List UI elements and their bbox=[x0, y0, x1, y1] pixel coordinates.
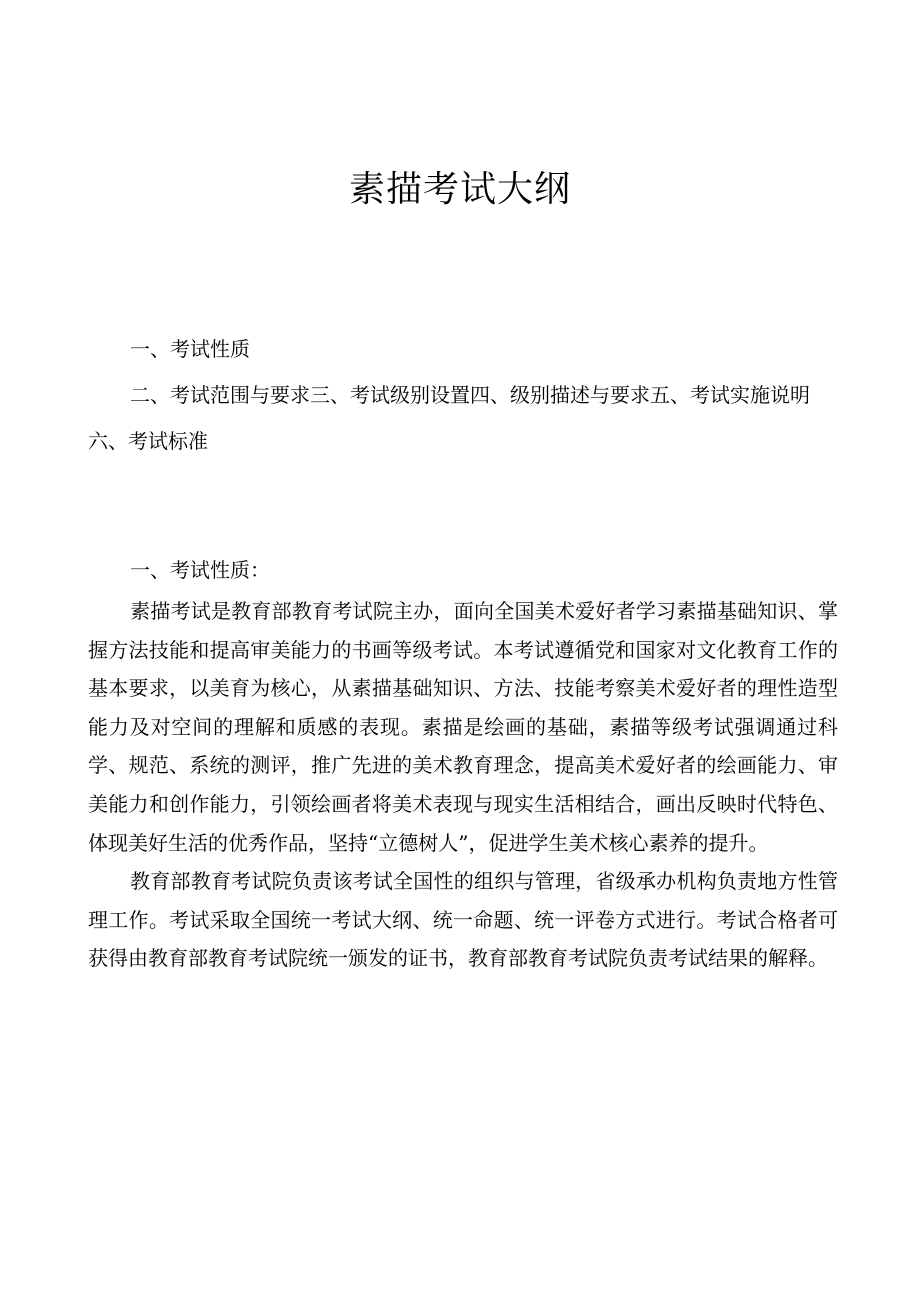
page-title: 素描考试大纲 bbox=[348, 169, 571, 210]
section-exam-nature bbox=[88, 550, 838, 978]
table-of-contents bbox=[88, 326, 838, 464]
toc-line-2: 二、考试范围与要求三、考试级别设置四、级别描述与要求五、考试实施说明六、考试标准 bbox=[88, 383, 810, 453]
section-heading: 一、考试性质： bbox=[130, 558, 270, 582]
paragraph-1: 素描考试是教育部教育考试院主办，面向全国美术爱好者学习素描基础知识、掌握方法技能和提高审美能力的书画等级考试。本考试遵循党和国家对文化教育工作的基本要求，以美育为核心，从素描基础知识、方法、技能考察美术爱好者的理性造型能力及对空间的理解和质感的表现。素描是绘画的基础，素描等级考试强调通过科学、规范、系统的测评，推广先进的美术教育理念，提高美术爱好者的绘画能力、审美能力和创作能力，引领绘画者将美术表现与现实生活相结合，画出反映时代特色、体现美好生活的优秀作品，坚持“立德树人”，促进学生美术核心素养的提升。 bbox=[88, 599, 838, 855]
paragraph-2: 教育部教育考试院负责该考试全国性的组织与管理，省级承办机构负责地方性管理工作。考试采取全国统一考试大纲、统一命题、统一评卷方式进行。考试合格者可获得由教育部教育考试院统一颁发的证书，教育部教育考试院负责考试结果的解释。 bbox=[88, 869, 838, 971]
toc-line-1: 一、考试性质 bbox=[130, 337, 250, 361]
